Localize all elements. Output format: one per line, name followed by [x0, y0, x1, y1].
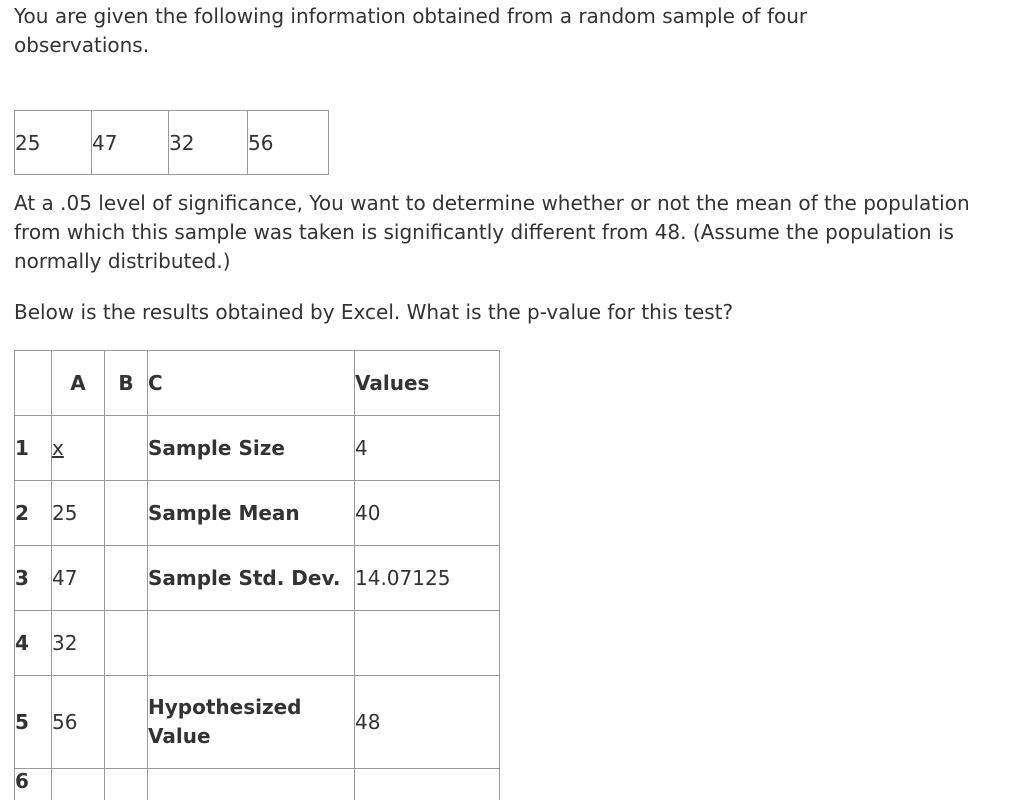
row-number: 5 — [15, 676, 52, 769]
excel-header-row — [15, 351, 500, 416]
cell-c: Sample Std. Dev. — [148, 546, 355, 611]
cell-value: 40 — [355, 481, 500, 546]
sample-cell: 47 — [92, 111, 169, 175]
excel-row — [15, 416, 500, 481]
header-cell-rownum — [15, 351, 52, 416]
header-cell-a: A — [52, 351, 105, 416]
cell-b — [105, 546, 148, 611]
row-number: 1 — [15, 416, 52, 481]
cell-a: 47 — [52, 546, 105, 611]
excel-row — [15, 769, 500, 800]
excel-row — [15, 676, 500, 769]
sample-data-table — [14, 110, 329, 175]
cell-a — [52, 769, 105, 800]
row-number: 2 — [15, 481, 52, 546]
excel-row — [15, 481, 500, 546]
sample-row — [15, 111, 329, 175]
cell-c: Hypothesized Value — [148, 676, 355, 769]
cell-b — [105, 611, 148, 676]
excel-row — [15, 546, 500, 611]
intro-text: You are given the following information obtained from a random sample of four observations. — [14, 4, 808, 57]
cell-c — [148, 611, 355, 676]
cell-c: Sample Mean — [148, 481, 355, 546]
instruction-text: Below is the results obtained by Excel. What is the p-value for this test? — [14, 300, 734, 324]
cell-a: 25 — [52, 481, 105, 546]
cell-value — [355, 769, 500, 800]
cell-a: 56 — [52, 676, 105, 769]
header-cell-b: B — [105, 351, 148, 416]
cell-b — [105, 769, 148, 800]
cell-c — [148, 769, 355, 800]
cell-b — [105, 416, 148, 481]
sample-cell: 25 — [15, 111, 92, 175]
row-number: 4 — [15, 611, 52, 676]
row-number: 6 — [15, 769, 52, 800]
cell-value: 48 — [355, 676, 500, 769]
cell-value: 4 — [355, 416, 500, 481]
cell-value: 14.07125 — [355, 546, 500, 611]
sample-cell: 56 — [248, 111, 329, 175]
header-cell-c: C — [148, 351, 355, 416]
cell-a: x — [52, 416, 105, 481]
cell-b — [105, 676, 148, 769]
cell-value — [355, 611, 500, 676]
cell-c: Sample Size — [148, 416, 355, 481]
question-text: At a .05 level of significance, You want to determine whether or not the mean of the population from which this sample was taken is significantly different from 48. (Assume the population is normally distributed.) — [14, 191, 970, 273]
cell-b — [105, 481, 148, 546]
excel-results-table — [14, 350, 500, 800]
excel-row — [15, 611, 500, 676]
sample-cell: 32 — [169, 111, 248, 175]
cell-a: 32 — [52, 611, 105, 676]
row-number: 3 — [15, 546, 52, 611]
header-cell-values: Values — [355, 351, 500, 416]
